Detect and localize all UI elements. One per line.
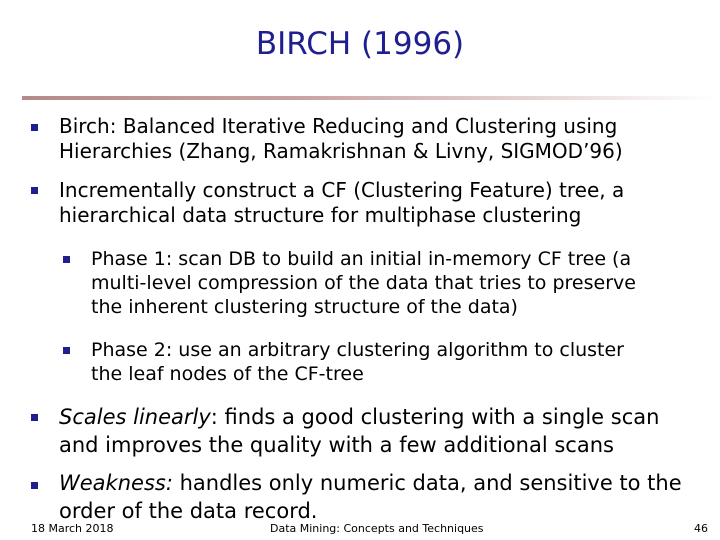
bullet-4	[59, 469, 682, 525]
bullet-1-line1: Birch: Balanced Iterative Reducing and Clustering using	[59, 114, 618, 138]
sub-bullet-1-line3: the inherent clustering structure of the data)	[91, 296, 518, 318]
bullet-4-italic: Weakness:	[59, 471, 173, 495]
bullet-square-icon	[31, 414, 38, 421]
bullet-2-line1: Incrementally construct a CF (Clustering Feature) tree, a	[59, 178, 625, 202]
bullet-3-line1-rest: : finds a good clustering with a single scan	[210, 405, 660, 429]
footer-page-number: 46	[694, 522, 708, 535]
bullet-4-line1-rest: handles only numeric data, and sensitive to the	[172, 471, 682, 495]
bullet-3-line2: and improves the quality with a few additional scans	[59, 433, 614, 457]
slide-title: BIRCH (1996)	[255, 26, 465, 62]
sub-bullet-1-line1: Phase 1: scan DB to build an initial in-memory CF tree (a	[91, 248, 632, 270]
sub-bullet-1	[91, 247, 636, 319]
bullet-square-icon	[31, 482, 38, 489]
sub-bullet-square-icon	[63, 256, 70, 263]
bullet-square-icon	[31, 124, 38, 131]
title-divider	[22, 96, 714, 100]
sub-bullet-2-line2: the leaf nodes of the CF-tree	[91, 363, 364, 385]
sub-bullet-2-line1: Phase 2: use an arbitrary clustering algorithm to cluster	[91, 339, 624, 361]
footer-course: Data Mining: Concepts and Techniques	[270, 522, 484, 535]
sub-bullet-2	[91, 338, 624, 386]
bullet-square-icon	[31, 187, 38, 194]
sub-bullet-1-line2: multi-level compression of the data that tries to preserve	[91, 272, 636, 294]
bullet-4-line2: order of the data record.	[59, 499, 318, 523]
sub-bullet-square-icon	[63, 347, 70, 354]
bullet-3	[59, 403, 659, 459]
bullet-3-italic: Scales linearly	[59, 405, 211, 429]
bullet-1	[59, 114, 623, 164]
bullet-2-line2: hierarchical data structure for multiphase clustering	[59, 203, 582, 227]
bullet-2	[59, 178, 624, 228]
footer-date: 18 March 2018	[31, 522, 114, 535]
bullet-1-line2: Hierarchies (Zhang, Ramakrishnan & Livny, SIGMOD’96)	[59, 139, 623, 163]
